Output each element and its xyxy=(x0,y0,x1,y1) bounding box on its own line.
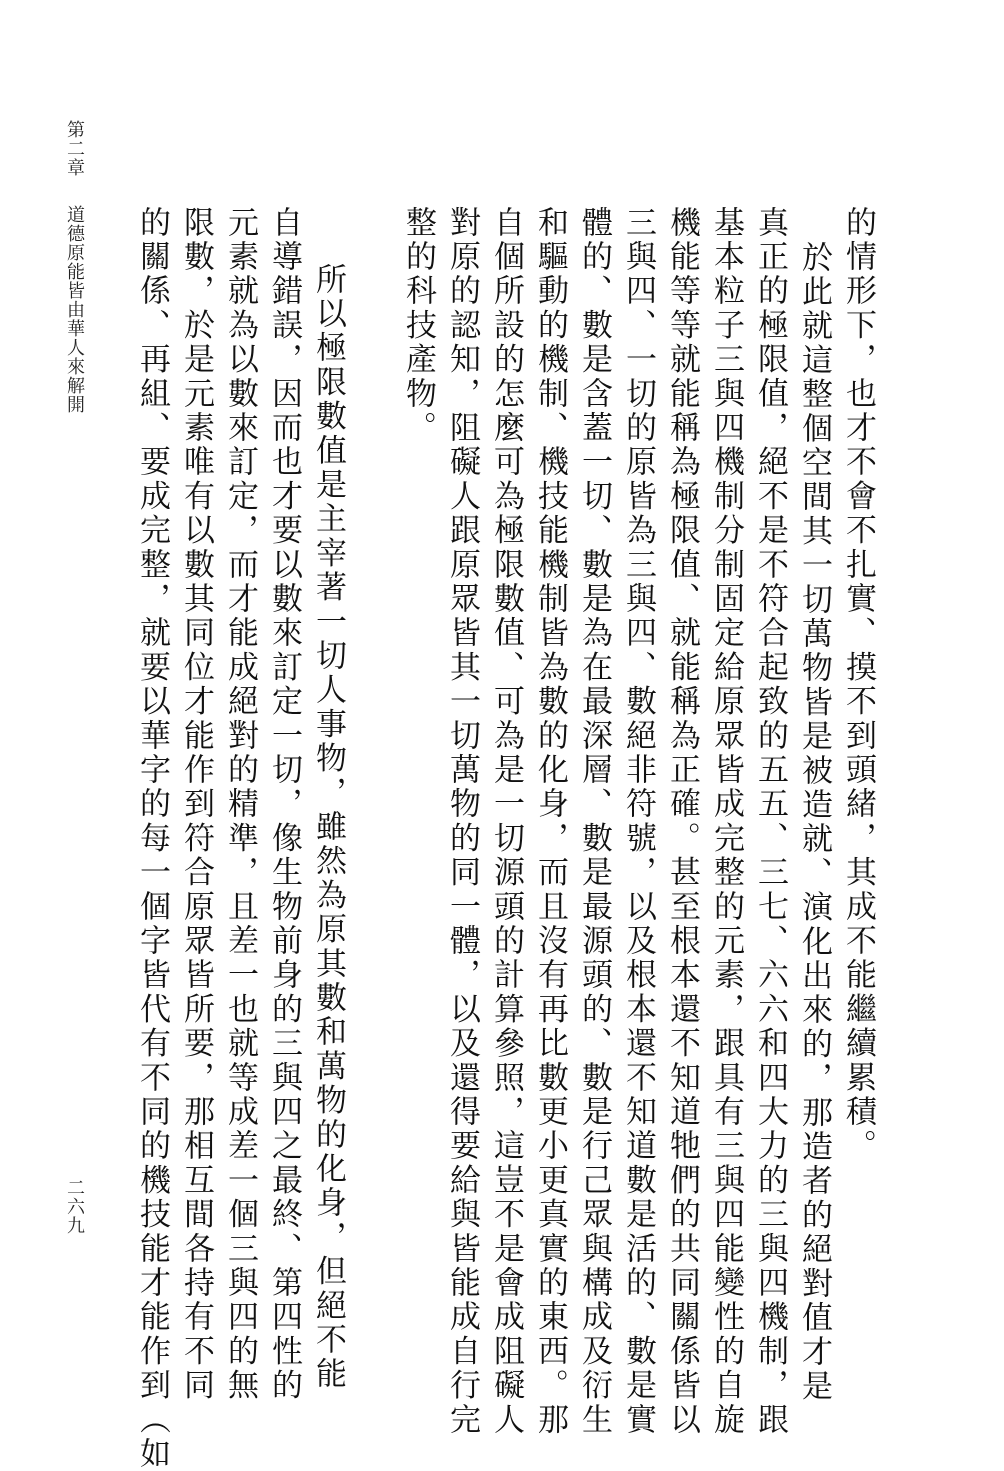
body-column-16: 的關係、再組、要成完整，就要以華字的每一個字皆代有不同的機技能才能作到（如 xyxy=(134,206,170,1471)
running-head-chapter: 第二章 xyxy=(64,120,85,177)
body-column-14: 元素就為以數來訂定，而才能成絕對的精準，且差一也就等成差一個三與四的無 xyxy=(222,206,258,1403)
body-column-12: 所以極限數值是主宰著一切人事物，雖然為原其數和萬物的化身，但絕不能 xyxy=(310,263,346,1392)
body-column-2: 於此就這整個空間其一切萬物皆是被造就、演化出來的，那造者的絕對值才是 xyxy=(796,241,832,1404)
body-column-10: 對原的認知，阻礙人跟原眾皆其一切萬物的同一體，以及還得要給與皆能成自行完 xyxy=(444,206,480,1438)
body-column-4: 基本粒子三與四機制分制固定給原眾皆成完整的元素，跟具有三與四能變性的自旋 xyxy=(708,206,744,1438)
body-column-6: 三與四、一切的原皆為三與四、數絕非符號，以及根本還不知道數是活的、數是實 xyxy=(620,206,656,1438)
running-head-title: 道德原能皆由華人來解開 xyxy=(64,205,85,414)
page-number: 二六九 xyxy=(64,1178,85,1235)
body-column-13: 自導錯誤，因而也才要以數來訂定一切，像生物前身的三與四之最終、第四性的 xyxy=(266,206,302,1403)
body-column-11: 整的科技產物。 xyxy=(400,206,436,446)
body-column-9: 自個所設的怎麼可為極限數值、可為是一切源頭的計算參照，這豈不是會成阻礙人 xyxy=(488,206,524,1438)
body-column-5: 機能等等就能稱為極限值、就能稱為正確。甚至根本還不知道牠們的共同關係皆以 xyxy=(664,206,700,1438)
body-column-3: 真正的極限值，絕不是不符合起致的五五、三七、六六和四大力的三與四機制，跟 xyxy=(752,206,788,1438)
body-column-1: 的情形下，也才不會不扎實、摸不到頭緒，其成不能繼續累積。 xyxy=(840,206,876,1164)
body-column-8: 和驅動的機制、機技能機制皆為數的化身，而且沒有再比數更小更真實的東西。那 xyxy=(532,206,568,1438)
body-column-7: 體的、數是含蓋一切、數是為在最深層、數是最源頭的、數是行己眾與構成及衍生 xyxy=(576,206,612,1438)
body-column-15: 限數，於是元素唯有以數其同位才能作到符合原眾皆所要，那相互間各持有不同 xyxy=(178,206,214,1403)
